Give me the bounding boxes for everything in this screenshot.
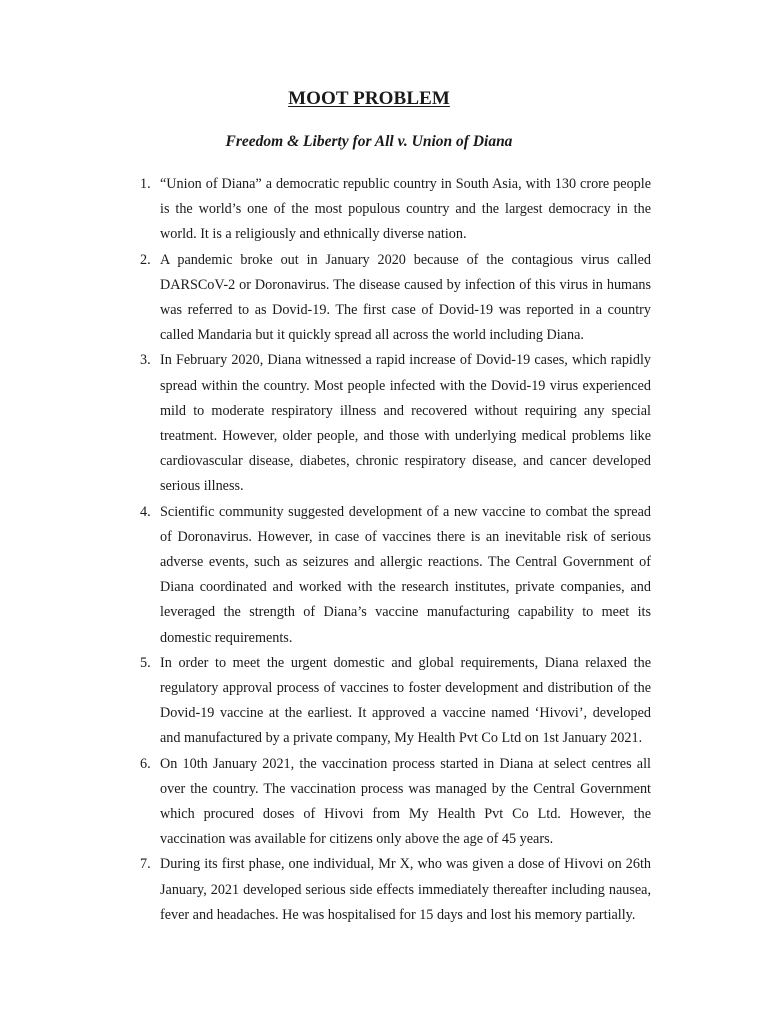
item-text: On 10th January 2021, the vaccination process started in Diana at select centres all over the country. The vaccination process was managed by the Central Government which procured doses of Hivovi from My Health Pvt Co Ltd. However, the vaccination was available for citizens only above the age of 45 years.	[160, 755, 651, 848]
item-number: 6.	[140, 755, 151, 772]
item-number: 7.	[140, 856, 151, 873]
list-item	[125, 752, 651, 853]
case-title: Freedom & Liberty for All v. Union of Diana	[225, 133, 513, 150]
item-number: 1.	[140, 176, 151, 192]
list-item	[125, 172, 651, 248]
item-number: 5.	[140, 654, 151, 671]
item-text: In order to meet the urgent domestic and global requirements, Diana relaxed the regulatory approval process of vaccines to foster development and distribution of the Dovid-19 vaccine at the earliest. It approved a vaccine named ‘Hivovi’, developed and manufactured by a private company, My Health Pvt Co Ltd on 1st January 2021.	[160, 654, 651, 747]
item-text: In February 2020, Diana witnessed a rapid increase of Dovid-19 cases, which rapidly spread within the country. Most people infected with the Dovid-19 virus experienced mild to moderate respiratory illness and recovered without requiring any special treatment. However, older people, and those with underlying medical problems like cardiovascular disease, diabetes, chronic respiratory disease, and cancer developed serious illness.	[160, 352, 651, 495]
item-number: 4.	[140, 503, 151, 520]
list-item	[125, 248, 651, 349]
facts-list	[125, 172, 651, 928]
list-item	[125, 500, 651, 651]
item-text: “Union of Diana” a democratic republic country in South Asia, with 130 crore people is the world’s one of the most populous country and the largest democracy in the world. It is a religiously and ethnically diverse nation.	[160, 176, 651, 243]
item-text: During its first phase, one individual, Mr X, who was given a dose of Hivovi on 26th January, 2021 developed serious side effects immediately thereafter including nausea, fever and headaches. He was hospitalised for 15 days and lost his memory partially.	[160, 856, 651, 923]
list-item	[125, 651, 651, 752]
list-item	[125, 348, 651, 499]
item-text: Scientific community suggested development of a new vaccine to combat the spread of Doronavirus. However, in case of vaccines there is an inevitable risk of serious adverse events, such as seizures and allergic reactions. The Central Government of Diana coordinated and worked with the research institutes, private companies, and leveraged the strength of Diana’s vaccine manufacturing capability to meet its domestic requirements.	[160, 503, 651, 646]
item-number: 3.	[140, 352, 151, 369]
page-title: MOOT PROBLEM	[288, 88, 450, 109]
list-item	[125, 852, 651, 928]
item-text: A pandemic broke out in January 2020 because of the contagious virus called DARSCoV-2 or Doronavirus. The disease caused by infection of this virus in humans was referred to as Dovid-19. The first case of Dovid-19 was reported in a country called Mandaria but it quickly spread all across the world including Diana.	[160, 251, 651, 344]
item-number: 2.	[140, 251, 151, 268]
